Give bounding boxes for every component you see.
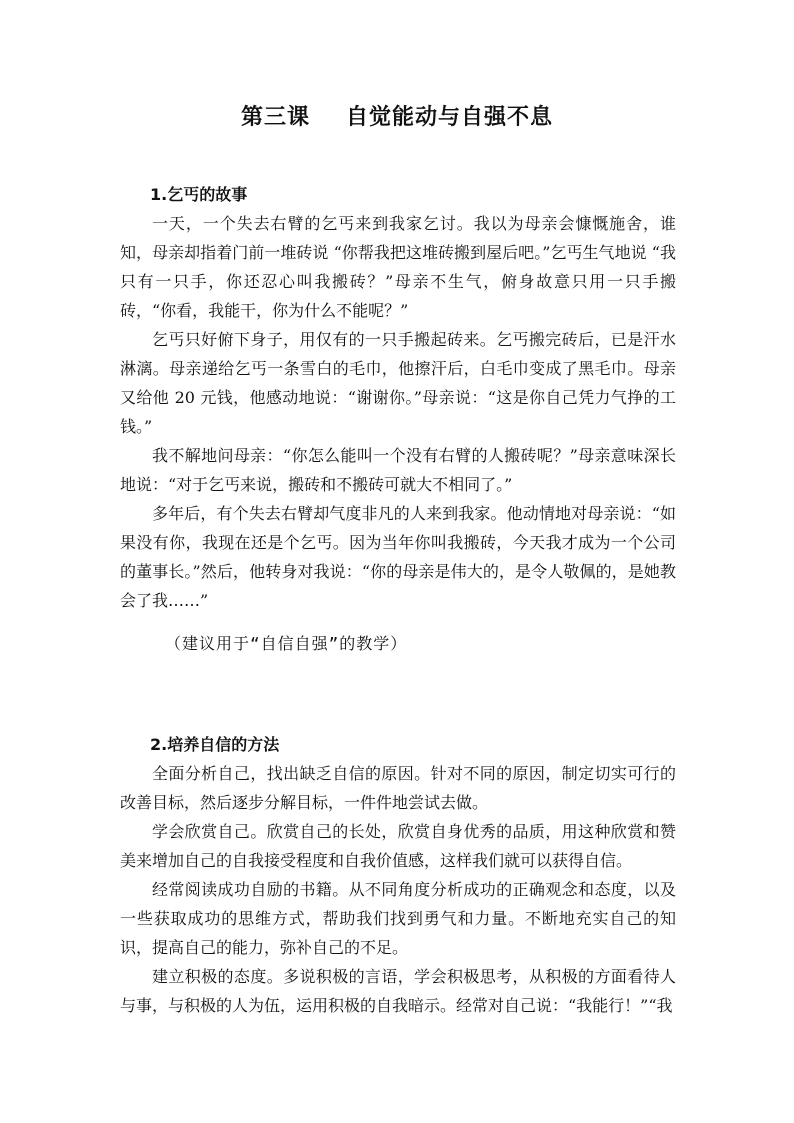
story-paragraph: 多年后，有个失去右臂却气度非凡的人来到我家。他动情地对母亲说：“如果没有你，我现在还是个乞丐。因为当年你叫我搬砖，今天我才成为一个公司的董事长。”然后，他转身对我说：“你的母亲是伟大的，是令人敬佩的，是她教会了我……” — [120, 504, 676, 610]
method-paragraph: 建立积极的态度。多说积极的言语，学会积极思考，从积极的方面看待人与事，与积极的人为伍，运用积极的自我暗示。经常对自己说：“我能行！”“我 — [120, 967, 676, 1015]
title-lesson-number: 第三课 — [240, 105, 310, 130]
section-heading-beggar-story: 1.乞丐的故事 — [150, 185, 248, 204]
method-paragraph: 经常阅读成功自励的书籍。从不同角度分析成功的正确观念和态度，以及一些获取成功的思维方式，帮助我们找到勇气和力量。不断地充实自己的知识，提高自己的能力，弥补自己的不足。 — [120, 880, 676, 957]
story-paragraph: 一天，一个失去右臂的乞丐来到我家乞讨。我以为母亲会慷慨施舍，谁知，母亲却指着门前一堆砖说 “你帮我把这堆砖搬到屋后吧。”乞丐生气地说 “我只有一只手，你还忍心叫我搬砖？”母亲不生气，俯身故意只用一只手搬砖，“你看，我能干，你为什么不能呢？” — [120, 214, 676, 320]
title-lesson-name: 自觉能动与自强不息 — [346, 105, 554, 130]
page-title — [0, 100, 794, 136]
document-body — [120, 180, 676, 1020]
teaching-note: （建议用于“自信自强”的教学） — [165, 634, 408, 653]
method-paragraph: 全面分析自己，找出缺乏自信的原因。针对不同的原因，制定切实可行的改善目标，然后逐步分解目标，一件件地尝试去做。 — [120, 764, 676, 812]
method-paragraph: 学会欣赏自己。欣赏自己的长处，欣赏自身优秀的品质，用这种欣赏和赞美来增加自己的自我接受程度和自我价值感，这样我们就可以获得自信。 — [120, 822, 676, 870]
story-paragraph: 我不解地问母亲：“你怎么能叫一个没有右臂的人搬砖呢？”母亲意味深长地说：“对于乞丐来说，搬砖和不搬砖可就大不相同了。” — [120, 446, 676, 494]
story-paragraph: 乞丐只好俯下身子，用仅有的一只手搬起砖来。乞丐搬完砖后，已是汗水淋漓。母亲递给乞丐一条雪白的毛巾，他擦汗后，白毛巾变成了黑毛巾。母亲又给他 20 元钱，他感动地说：“谢谢你。”母亲说：“这是你自己凭力气挣的工钱。” — [120, 330, 676, 436]
section-heading-confidence-methods: 2.培养自信的方法 — [150, 735, 280, 754]
